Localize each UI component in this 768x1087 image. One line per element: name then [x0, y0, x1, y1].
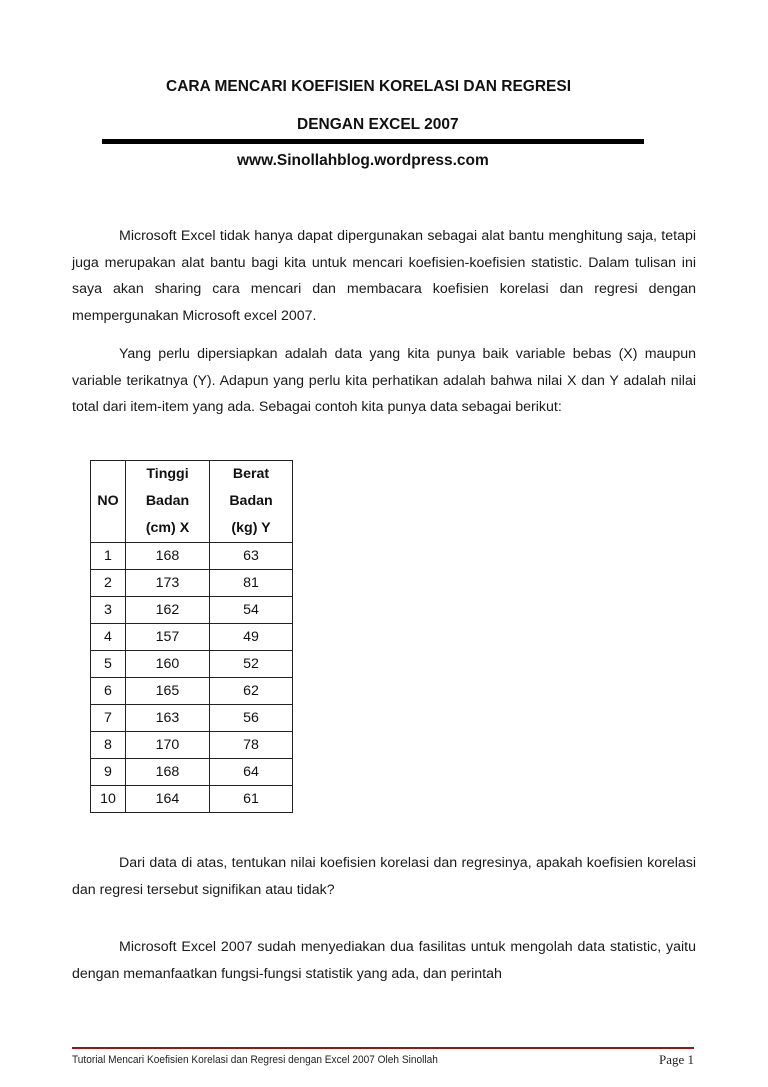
- table-row: [91, 732, 293, 759]
- table-row: [91, 678, 293, 705]
- table-row: [91, 624, 293, 651]
- table-cell-y: 49: [210, 624, 293, 651]
- question-paragraph: [72, 850, 696, 903]
- table-cell-y: 63: [210, 543, 293, 570]
- header-weight-y: Berat Badan (kg) Y: [210, 461, 293, 543]
- table-cell-x: 173: [126, 570, 210, 597]
- data-table: [90, 460, 293, 813]
- table-cell-no: 9: [91, 759, 126, 786]
- table-row: [91, 786, 293, 813]
- table-header-row: [91, 461, 293, 543]
- document-url: www.Sinollahblog.wordpress.com: [237, 152, 489, 169]
- table-row: [91, 759, 293, 786]
- table-cell-x: 168: [126, 759, 210, 786]
- intro-paragraph: [72, 223, 696, 329]
- preparation-paragraph: [72, 341, 696, 421]
- table-cell-no: 5: [91, 651, 126, 678]
- document-title-line-1: CARA MENCARI KOEFISIEN KORELASI DAN REGRESI: [166, 78, 572, 95]
- table-cell-y: 78: [210, 732, 293, 759]
- footer-text: Tutorial Mencari Koefisien Korelasi dan Regresi dengan Excel 2007 Oleh Sinollah: [72, 1054, 438, 1066]
- table-cell-y: 81: [210, 570, 293, 597]
- document-title-line-2: DENGAN EXCEL 2007: [297, 116, 459, 133]
- page-number: Page 1: [658, 1052, 694, 1067]
- preparation-paragraph-text: Yang perlu dipersiapkan adalah data yang kita punya baik variable bebas (X) maupun variable terikatnya (Y). Adapun yang perlu kita perhatikan adalah bahwa nilai X dan Y adalah nilai total dari item-item yang ada. Sebagai contoh kita punya data sebagai berikut:: [72, 346, 696, 415]
- table-row: [91, 705, 293, 732]
- table-cell-x: 157: [126, 624, 210, 651]
- table-cell-y: 56: [210, 705, 293, 732]
- table-cell-no: 7: [91, 705, 126, 732]
- intro-paragraph-text: Microsoft Excel tidak hanya dapat dipergunakan sebagai alat bantu menghitung saja, tetapi juga merupakan alat bantu bagi kita untuk mencari koefisien-koefisien statistic. Dalam tulisan ini saya akan sharing cara mencari dan membacara koefisien korelasi dan regresi dengan mempergunakan Microsoft excel 2007.: [72, 228, 696, 324]
- table-row: [91, 597, 293, 624]
- table-cell-x: 163: [126, 705, 210, 732]
- table-cell-x: 168: [126, 543, 210, 570]
- table-cell-y: 52: [210, 651, 293, 678]
- footer-divider: [72, 1047, 694, 1049]
- table-row: [91, 543, 293, 570]
- question-paragraph-text: Dari data di atas, tentukan nilai koefisien korelasi dan regresinya, apakah koefisien korelasi dan regresi tersebut signifikan atau tidak?: [72, 855, 696, 898]
- table-cell-y: 54: [210, 597, 293, 624]
- table-cell-x: 162: [126, 597, 210, 624]
- table-cell-no: 4: [91, 624, 126, 651]
- table-row: [91, 570, 293, 597]
- table-body: [91, 543, 293, 813]
- excel-facilities-paragraph: [72, 934, 696, 987]
- table-cell-y: 64: [210, 759, 293, 786]
- table-cell-x: 170: [126, 732, 210, 759]
- header-no: NO: [91, 461, 126, 543]
- excel-facilities-paragraph-text: Microsoft Excel 2007 sudah menyediakan dua fasilitas untuk mengolah data statistic, yaitu dengan memanfaatkan fungsi-fungsi statistik yang ada, dan perintah: [72, 939, 696, 982]
- table-cell-y: 61: [210, 786, 293, 813]
- table-row: [91, 651, 293, 678]
- table-cell-no: 10: [91, 786, 126, 813]
- table-cell-no: 1: [91, 543, 126, 570]
- table-cell-x: 164: [126, 786, 210, 813]
- table-cell-x: 165: [126, 678, 210, 705]
- table-cell-no: 2: [91, 570, 126, 597]
- table-cell-no: 3: [91, 597, 126, 624]
- table-cell-x: 160: [126, 651, 210, 678]
- table-cell-no: 8: [91, 732, 126, 759]
- table-cell-y: 62: [210, 678, 293, 705]
- header-height-x: Tinggi Badan (cm) X: [126, 461, 210, 543]
- table-cell-no: 6: [91, 678, 126, 705]
- title-divider: [102, 139, 644, 144]
